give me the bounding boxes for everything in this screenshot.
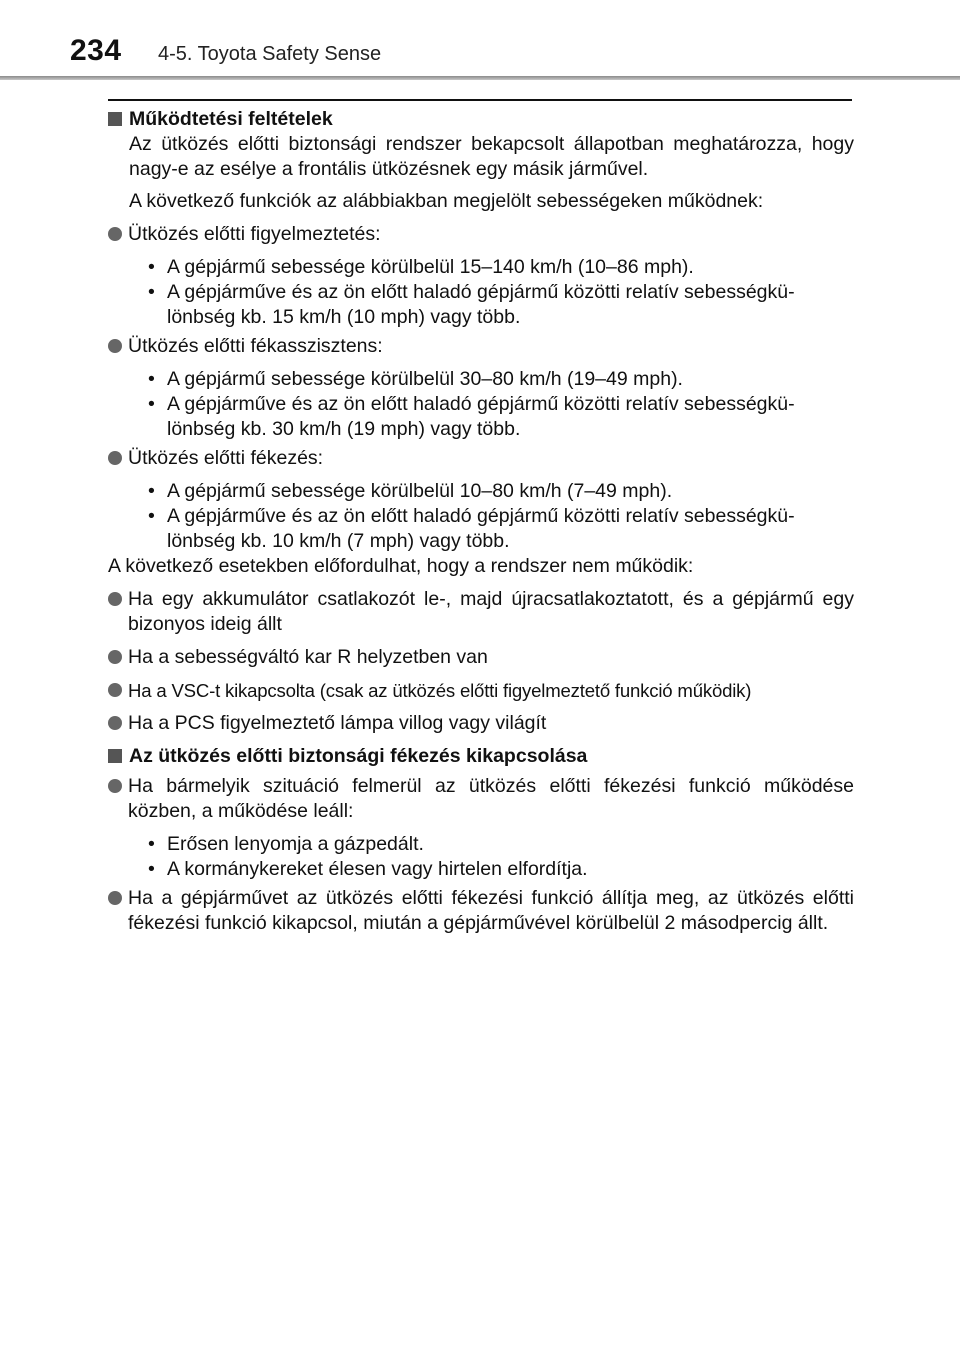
round-bullet-icon xyxy=(108,650,122,664)
round-bullet-icon xyxy=(108,592,122,606)
paragraph: Az ütközés előtti biztonsági rendszer bekapcsolt állapotban meghatározza, hogy nagy-e az esélye a frontális ütközésnek egy másik járművel. xyxy=(129,133,854,180)
round-bullet-icon xyxy=(108,779,122,793)
section-rule xyxy=(108,99,852,101)
sub-list-item: • A gépjárműve és az ön előtt haladó gépjármű közötti relatív sebességkülönbség kb. 15 km/h (10 mph) vagy több. xyxy=(148,281,795,328)
section-heading: Az ütközés előtti biztonsági fékezés kikapcsolása xyxy=(108,744,854,769)
page-content xyxy=(108,104,854,936)
sub-list xyxy=(108,832,854,882)
round-bullet-icon xyxy=(108,891,122,905)
list-item: Ütközés előtti figyelmeztetés: xyxy=(108,222,854,247)
sub-list xyxy=(108,367,854,442)
sub-list xyxy=(108,479,854,554)
list-item: Ha egy akkumulátor csatlakozót le-, majd újracsatlakoztatott, és a gépjármű egy bizonyos ideig állt xyxy=(108,587,854,637)
round-bullet-icon xyxy=(108,683,122,697)
chapter-title: 4-5. Toyota Safety Sense xyxy=(158,43,382,65)
sub-list-item: • A kormánykereket élesen vagy hirtelen elfordítja. xyxy=(148,858,588,880)
page-header xyxy=(0,0,960,80)
list-item: Ütközés előtti fékezés: xyxy=(108,446,854,471)
square-bullet-icon xyxy=(108,749,122,763)
list-item: Ha a PCS figyelmeztető lámpa villog vagy világít xyxy=(108,711,854,736)
round-bullet-icon xyxy=(108,451,122,465)
round-bullet-icon xyxy=(108,339,122,353)
sub-list-item: • A gépjármű sebessége körülbelül 30–80 km/h (19–49 mph). xyxy=(148,368,683,390)
sub-list-item: • Erősen lenyomja a gázpedált. xyxy=(148,833,424,855)
sub-list-item: • A gépjárműve és az ön előtt haladó gépjármű közötti relatív sebességkülönbség kb. 30 km/h (19 mph) vagy több. xyxy=(148,393,795,440)
list-item: Ha a gépjárművet az ütközés előtti fékezési funkció állítja meg, az ütközés előtti fékezési funkció kikapcsol, miután a gépjárművével körülbelül 2 másodpercig állt. xyxy=(108,886,854,936)
list-item: Ha a sebességváltó kar R helyzetben van xyxy=(108,645,854,670)
sub-list xyxy=(108,255,854,330)
sub-list-item: • A gépjármű sebessége körülbelül 15–140 km/h (10–86 mph). xyxy=(148,256,694,278)
sub-list-item: • A gépjármű sebessége körülbelül 10–80 km/h (7–49 mph). xyxy=(148,480,673,502)
paragraph: A következő esetekben előfordulhat, hogy a rendszer nem működik: xyxy=(108,555,694,577)
list-item: Ha bármelyik szituáció felmerül az ütközés előtti fékezési funkció működése közben, a működése leáll: xyxy=(108,774,854,824)
list-item: Ütközés előtti fékasszisztens: xyxy=(108,334,854,359)
page-number: 234 xyxy=(70,34,122,67)
section-heading: Működtetési feltételek xyxy=(108,107,854,132)
header-band xyxy=(0,76,960,80)
sub-list-item: • A gépjárműve és az ön előtt haladó gépjármű közötti relatív sebességkülönbség kb. 10 km/h (7 mph) vagy több. xyxy=(148,505,795,552)
paragraph: A következő funkciók az alábbiakban megjelölt sebességeken működnek: xyxy=(129,190,764,212)
round-bullet-icon xyxy=(108,716,122,730)
round-bullet-icon xyxy=(108,227,122,241)
list-item: Ha a VSC-t kikapcsolta (csak az ütközés előtti figyelmeztető funkció működik) xyxy=(108,678,854,703)
square-bullet-icon xyxy=(108,112,122,126)
